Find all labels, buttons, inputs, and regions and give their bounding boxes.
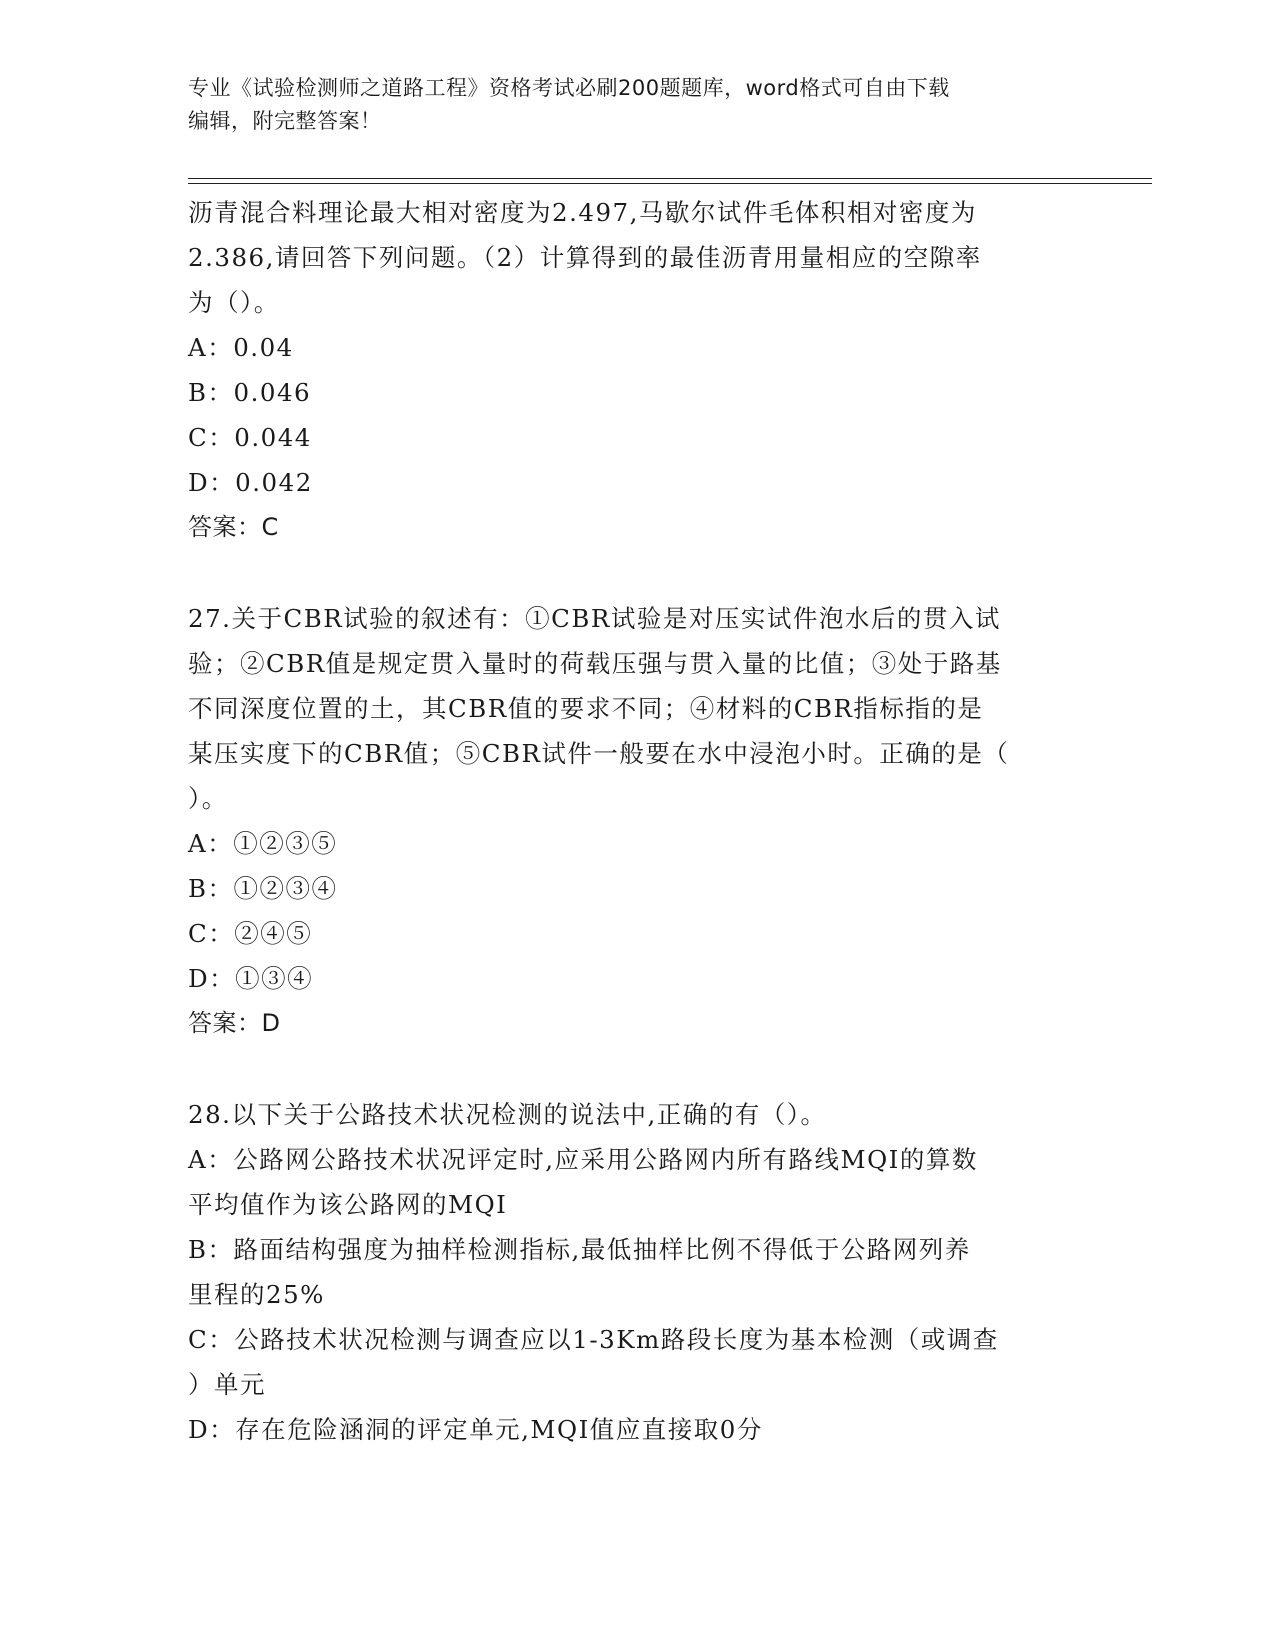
header-line-2: 编辑，附完整答案！	[188, 109, 382, 133]
question-spacer	[188, 550, 1088, 596]
question-stem-line: 某压实度下的CBR值；⑤CBR试件一般要在水中浸泡小时。正确的是（	[188, 739, 1010, 768]
header-line-1: 专业《试验检测师之道路工程》资格考试必刷200题题库，word格式可自由下载	[188, 76, 950, 100]
question-stem-line: 2.386,请回答下列问题。（2）计算得到的最佳沥青用量相应的空隙率	[188, 243, 982, 272]
option-a: A：公路网公路技术状况评定时,应采用公路网内所有路线MQI的算数	[188, 1145, 978, 1174]
option-a-continued: 平均值作为该公路网的MQI	[188, 1190, 508, 1219]
option-d: D：存在危险涵洞的评定单元,MQI值应直接取0分	[188, 1415, 763, 1444]
document-header	[188, 72, 1088, 138]
question-26	[188, 190, 1088, 550]
option-b: B：0.046	[188, 378, 312, 407]
question-28	[188, 1092, 1088, 1452]
option-b: B：路面结构强度为抽样检测指标,最低抽样比例不得低于公路网列养	[188, 1235, 971, 1264]
option-d: D：0.042	[188, 468, 313, 497]
question-list	[188, 190, 1088, 1452]
option-c: C：0.044	[188, 423, 312, 452]
option-b: B：①②③④	[188, 874, 338, 903]
option-b-continued: 里程的25%	[188, 1280, 325, 1309]
answer-label: 答案：D	[188, 1009, 281, 1037]
option-c: C：公路技术状况检测与调查应以1-3Km路段长度为基本检测（或调查	[188, 1325, 999, 1354]
question-stem-line: 为（）。	[188, 288, 280, 317]
question-stem-line: 不同深度位置的土，其CBR值的要求不同；④材料的CBR指标指的是	[188, 694, 984, 723]
option-a: A：0.04	[188, 333, 294, 362]
option-d: D：①③④	[188, 964, 314, 993]
header-divider-top	[188, 178, 1152, 179]
option-a: A：①②③⑤	[188, 829, 338, 858]
option-c-continued: ）单元	[188, 1370, 266, 1399]
answer-label: 答案：C	[188, 513, 279, 541]
header-divider-bottom	[188, 183, 1152, 184]
question-stem-line: 28.以下关于公路技术状况检测的说法中,正确的有（）。	[188, 1100, 827, 1129]
question-stem-line: 27.关于CBR试验的叙述有：①CBR试验是对压实试件泡水后的贯入试	[188, 604, 1001, 633]
question-stem-line: 沥青混合料理论最大相对密度为2.497,马歇尔试件毛体积相对密度为	[188, 198, 977, 227]
question-spacer	[188, 1046, 1088, 1092]
question-27	[188, 596, 1088, 1046]
question-stem-line: ）。	[188, 784, 228, 813]
question-stem-line: 验；②CBR值是规定贯入量时的荷载压强与贯入量的比值；③处于路基	[188, 649, 1002, 678]
option-c: C：②④⑤	[188, 919, 313, 948]
